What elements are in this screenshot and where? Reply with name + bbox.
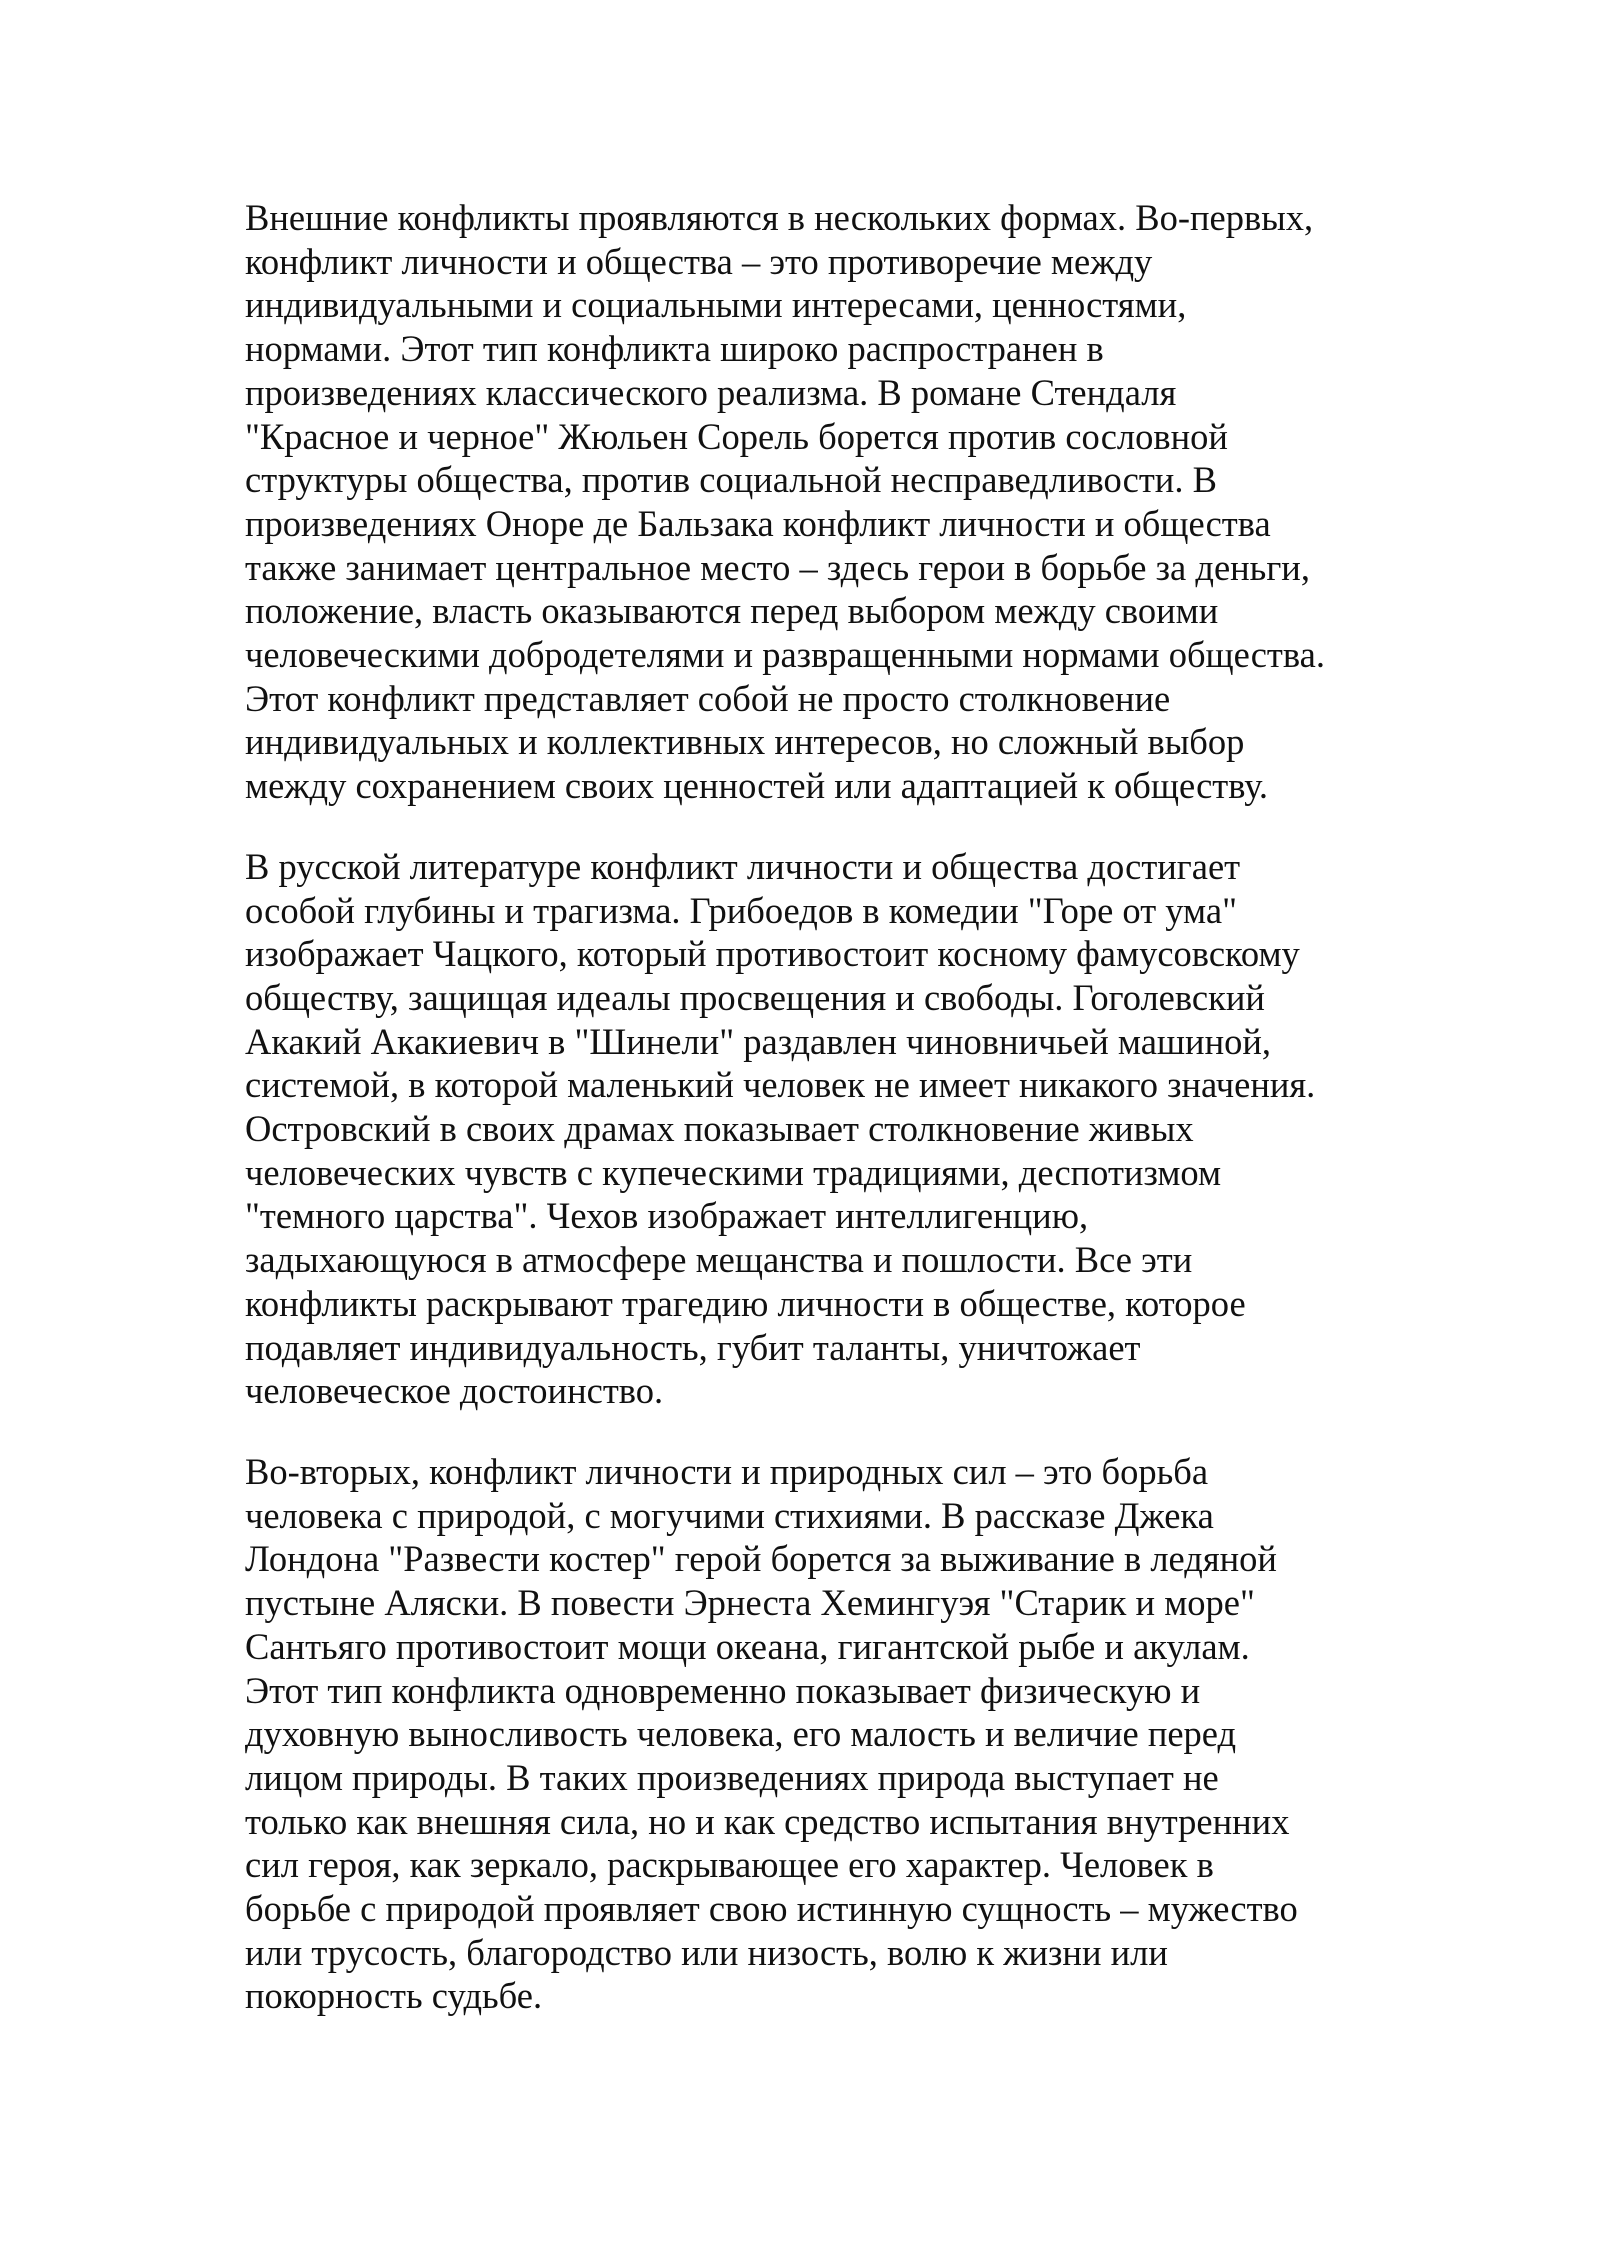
paragraph-2 [245,845,1395,1413]
text-line: структуры общества, против социальной несправедливости. В [245,459,1217,501]
text-line: конфликты раскрывают трагедию личности в обществе, которое [245,1282,1246,1324]
text-line: обществу, защищая идеалы просвещения и свободы. Гоголевский [245,976,1265,1018]
text-line: В русской литературе конфликт личности и общества достигает [245,845,1241,887]
text-line: пустыне Аляски. В повести Эрнеста Хемингуэя "Старик и море" [245,1582,1255,1624]
text-line: сил героя, как зеркало, раскрывающее его характер. Человек в [245,1844,1214,1886]
text-line: человека с природой, с могучими стихиями. В рассказе Джека [245,1494,1214,1536]
text-line: лицом природы. В таких произведениях природа выступает не [245,1756,1219,1798]
text-line: Акакий Акакиевич в "Шинели" раздавлен чиновничьей машиной, [245,1020,1272,1062]
document-body [245,196,1395,2055]
paragraph-1 [245,196,1395,808]
text-line: покорность судьбе. [245,1975,543,2017]
text-line: Островский в своих драмах показывает столкновение живых [245,1108,1194,1150]
text-line: борьбе с природой проявляет свою истинную сущность – мужество [245,1888,1298,1930]
text-line: человеческих чувств с купеческими традициями, деспотизмом [245,1151,1222,1193]
text-line: Этот конфликт представляет собой не просто столкновение [245,677,1171,719]
text-line: Сантьяго противостоит мощи океана, гигантской рыбе и акулам. [245,1625,1250,1667]
paragraph-3 [245,1450,1395,2018]
text-line: духовную выносливость человека, его малость и величие перед [245,1713,1237,1755]
text-line: произведениях Оноре де Бальзака конфликт личности и общества [245,502,1271,544]
text-line: также занимает центральное место – здесь герои в борьбе за деньги, [245,546,1310,588]
text-line: особой глубины и трагизма. Грибоедов в комедии "Горе от ума" [245,889,1237,931]
text-line: Внешние конфликты проявляются в нескольких формах. Во-первых, [245,197,1314,238]
text-line: или трусость, благородство или низость, волю к жизни или [245,1931,1168,1973]
text-line: изображает Чацкого, который противостоит косному фамусовскому [245,933,1300,975]
text-line: подавляет индивидуальность, губит таланты, уничтожает [245,1326,1141,1368]
text-line: положение, власть оказываются перед выбором между своими [245,590,1219,632]
text-line: индивидуальных и коллективных интересов, но сложный выбор [245,721,1245,763]
text-line: Лондона "Развести костер" герой борется за выживание в ледяной [245,1538,1277,1580]
text-line: Этот тип конфликта одновременно показывает физическую и [245,1669,1201,1711]
text-line: только как внешняя сила, но и как средство испытания внутренних [245,1800,1290,1842]
text-line: произведениях классического реализма. В романе Стендаля [245,371,1177,413]
text-line: задыхающуюся в атмосфере мещанства и пошлости. Все эти [245,1239,1193,1281]
text-line: между сохранением своих ценностей или адаптацией к обществу. [245,765,1268,807]
text-line: нормами. Этот тип конфликта широко распространен в [245,328,1104,370]
text-line: конфликт личности и общества – это противоречие между [245,240,1153,282]
text-line: индивидуальными и социальными интересами, ценностями, [245,284,1187,326]
text-line: "Красное и черное" Жюльен Сорель борется против сословной [245,415,1228,457]
text-line: Во-вторых, конфликт личности и природных сил – это борьба [245,1450,1209,1492]
text-line: человеческое достоинство. [245,1370,664,1412]
text-line: системой, в которой маленький человек не имеет никакого значения. [245,1064,1316,1106]
text-line: человеческими добродетелями и развращенными нормами общества. [245,634,1325,676]
text-line: "темного царства". Чехов изображает интеллигенцию, [245,1195,1089,1237]
